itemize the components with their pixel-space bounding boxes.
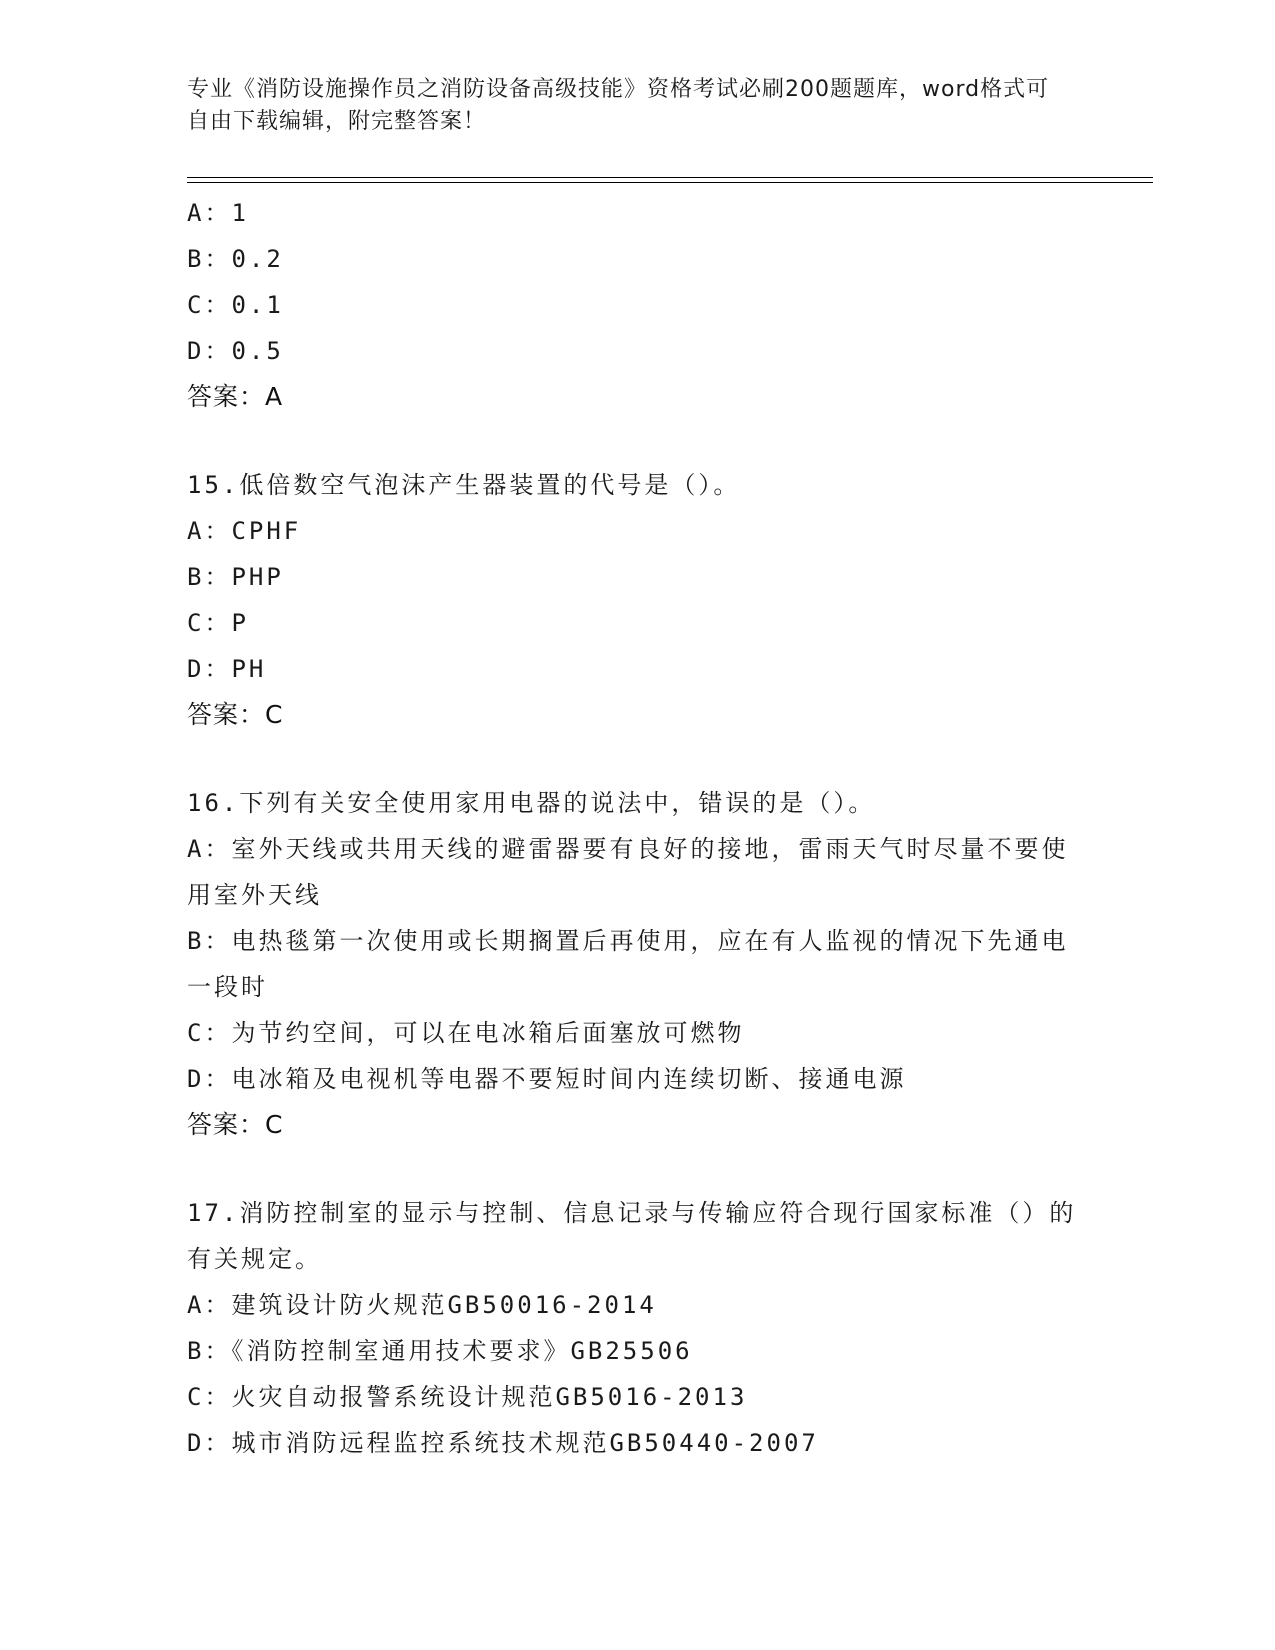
option-c: C：火灾自动报警系统设计规范GB5016-2013 [187,1383,748,1411]
document-header: 专业《消防设施操作员之消防设备高级技能》资格考试必刷200题题库，word格式可自由下载编辑，附完整答案！ [187,77,1050,134]
question-17 [187,1190,1087,1466]
question-stem: 17.消防控制室的显示与控制、信息记录与传输应符合现行国家标准（）的有关规定。 [187,1199,1077,1273]
option-c: C：P [187,609,249,637]
option-c: C：为节约空间，可以在电冰箱后面塞放可燃物 [187,1019,745,1047]
spacer [187,420,1087,462]
option-d: D：0.5 [187,337,284,365]
answer: 答案：A [187,382,284,411]
option-b: B：0.2 [187,245,284,273]
answer: 答案：C [187,700,284,729]
answer: 答案：C [187,1110,284,1139]
question-stem: 16.下列有关安全使用家用电器的说法中，错误的是（）。 [187,789,876,817]
option-c: C：0.1 [187,291,284,319]
option-b: B：电热毯第一次使用或长期搁置后再使用，应在有人监视的情况下先通电一段时 [187,927,1069,1001]
spacer [187,1148,1087,1190]
question-16 [187,780,1087,1148]
option-d: D：PH [187,655,267,683]
header-rule-top [187,177,1153,178]
question-15 [187,462,1087,738]
question-stem: 15.低倍数空气泡沫产生器装置的代号是（）。 [187,471,741,499]
option-a: A：1 [187,199,249,227]
question-14-continued [187,190,1087,420]
option-d: D：电冰箱及电视机等电器不要短时间内连续切断、接通电源 [187,1065,907,1093]
spacer [187,738,1087,780]
option-a: A：CPHF [187,517,302,545]
question-list [187,190,1087,1466]
header-rule-bottom [187,182,1153,183]
option-b: B：PHP [187,563,284,591]
option-b: B：《消防控制室通用技术要求》GB25506 [187,1337,693,1365]
option-d: D：城市消防远程监控系统技术规范GB50440-2007 [187,1429,819,1457]
option-a: A：室外天线或共用天线的避雷器要有良好的接地，雷雨天气时尽量不要使用室外天线 [187,835,1069,909]
option-a: A：建筑设计防火规范GB50016-2014 [187,1291,657,1319]
